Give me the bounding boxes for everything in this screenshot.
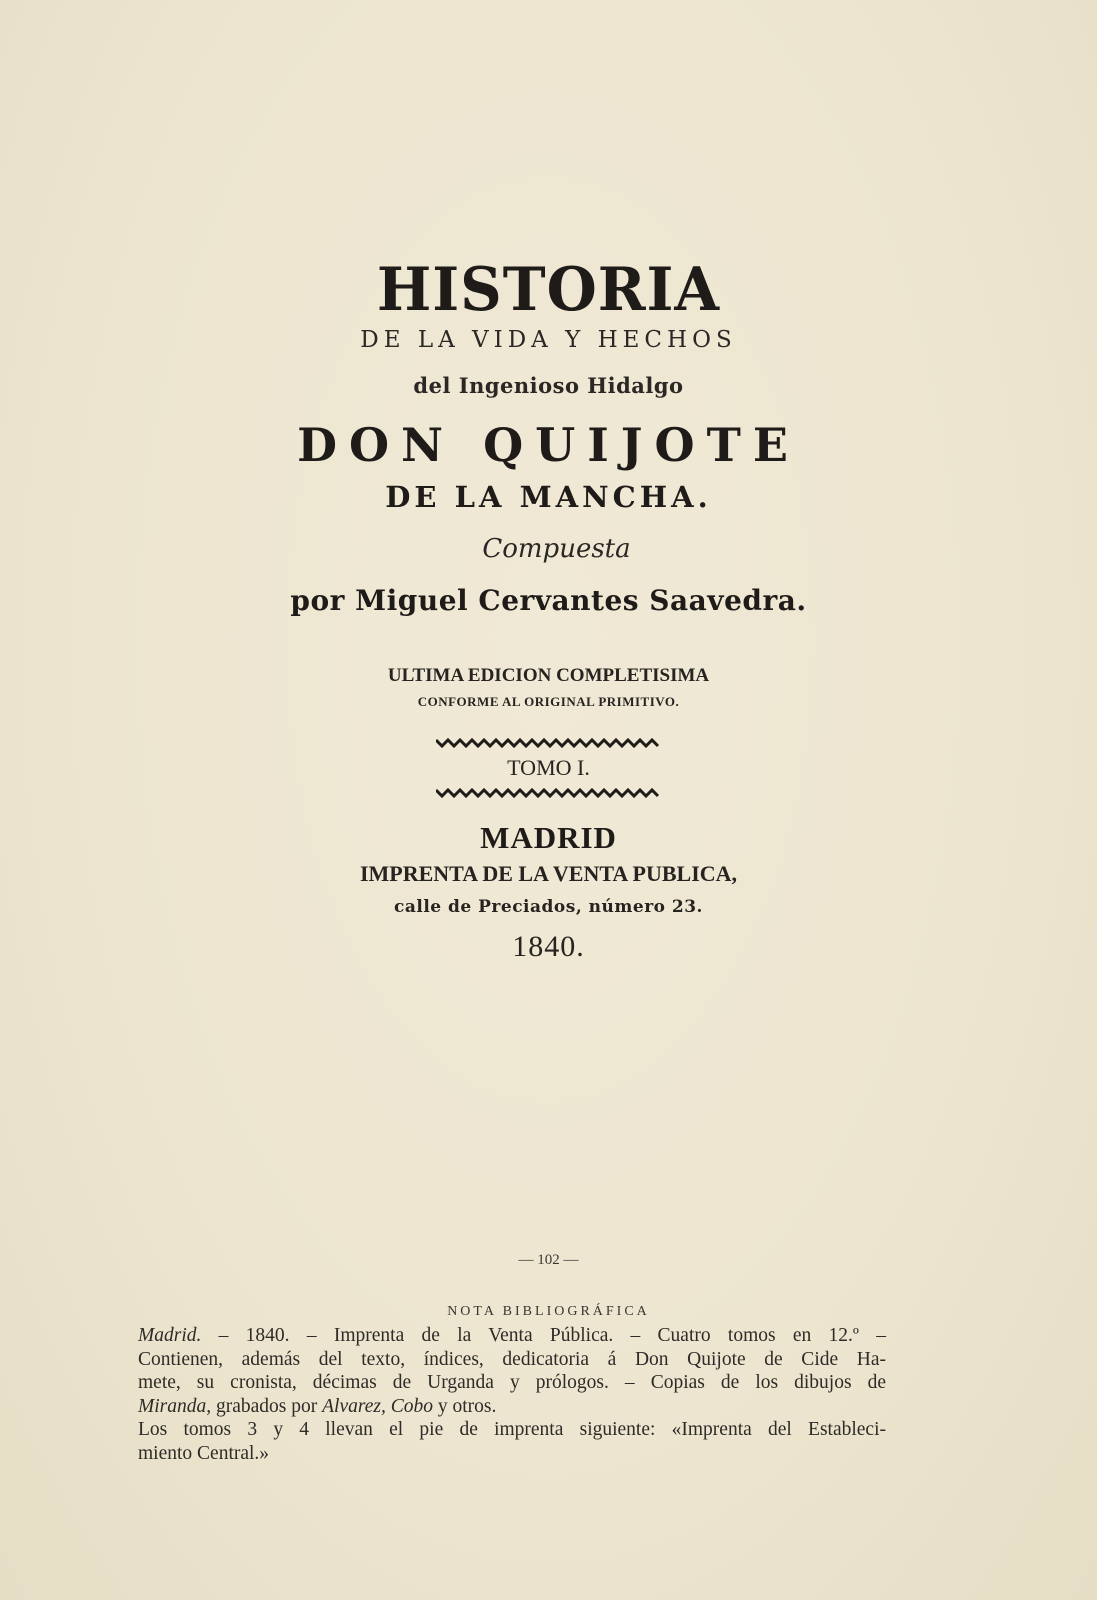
note-heading: NOTA BIBLIOGRÁFICA xyxy=(447,1304,650,1319)
imprint-city: MADRID xyxy=(480,820,617,855)
subtitle-ingenioso-hidalgo: del Ingenioso Hidalgo xyxy=(413,373,684,398)
imprint-year: 1840. xyxy=(512,930,585,963)
edition-line-completisima: ULTIMA EDICION COMPLETISIMA xyxy=(387,665,710,686)
bibliographic-note xyxy=(138,1324,886,1466)
note-line: Contienen, además del texto, índices, dedicatoria á Don Quijote de Cide Ha- xyxy=(138,1348,886,1370)
note-illustrator: Miranda, xyxy=(138,1395,212,1417)
ornament-rule-bottom xyxy=(436,788,660,798)
imprint-address: calle de Preciados, número 23. xyxy=(394,897,703,917)
note-line xyxy=(138,1324,886,1348)
note-line: miento Central.» xyxy=(138,1442,270,1464)
title-don-quijote: DON QUIJOTE xyxy=(297,418,800,472)
note-engraver: Cobo xyxy=(390,1395,433,1417)
title-historia: HISTORIA xyxy=(376,255,721,325)
note-line-text: – 1840. – Imprenta de la Venta Pública. – Cuatro tomos en 12.º – xyxy=(218,1325,886,1346)
note-engraver: Alvarez, xyxy=(322,1395,386,1417)
ornament-rule-top xyxy=(436,738,660,748)
compuesta-script: Compuesta xyxy=(482,534,631,564)
note-line: Los tomos 3 y 4 llevan el pie de imprenta siguiente: «Imprenta del Estableci- xyxy=(138,1419,886,1441)
note-city: Madrid. xyxy=(138,1325,202,1346)
note-line-text: grabados por xyxy=(216,1395,318,1417)
author-line: por Miguel Cervantes Saavedra. xyxy=(290,584,807,617)
note-line: mete, su cronista, décimas de Urganda y prólogos. – Copias de los dibujos de xyxy=(138,1372,886,1394)
edition-line-conforme: CONFORME AL ORIGINAL PRIMITIVO. xyxy=(417,694,680,709)
subtitle-vida-hechos: DE LA VIDA Y HECHOS xyxy=(360,327,737,353)
imprint-press: IMPRENTA DE LA VENTA PUBLICA, xyxy=(359,861,738,886)
note-line-text: y otros. xyxy=(437,1395,497,1417)
volume-label: TOMO I. xyxy=(507,755,590,780)
note-line xyxy=(138,1395,886,1419)
page-number: — 102 — xyxy=(518,1252,579,1268)
title-de-la-mancha: DE LA MANCHA. xyxy=(385,480,712,514)
